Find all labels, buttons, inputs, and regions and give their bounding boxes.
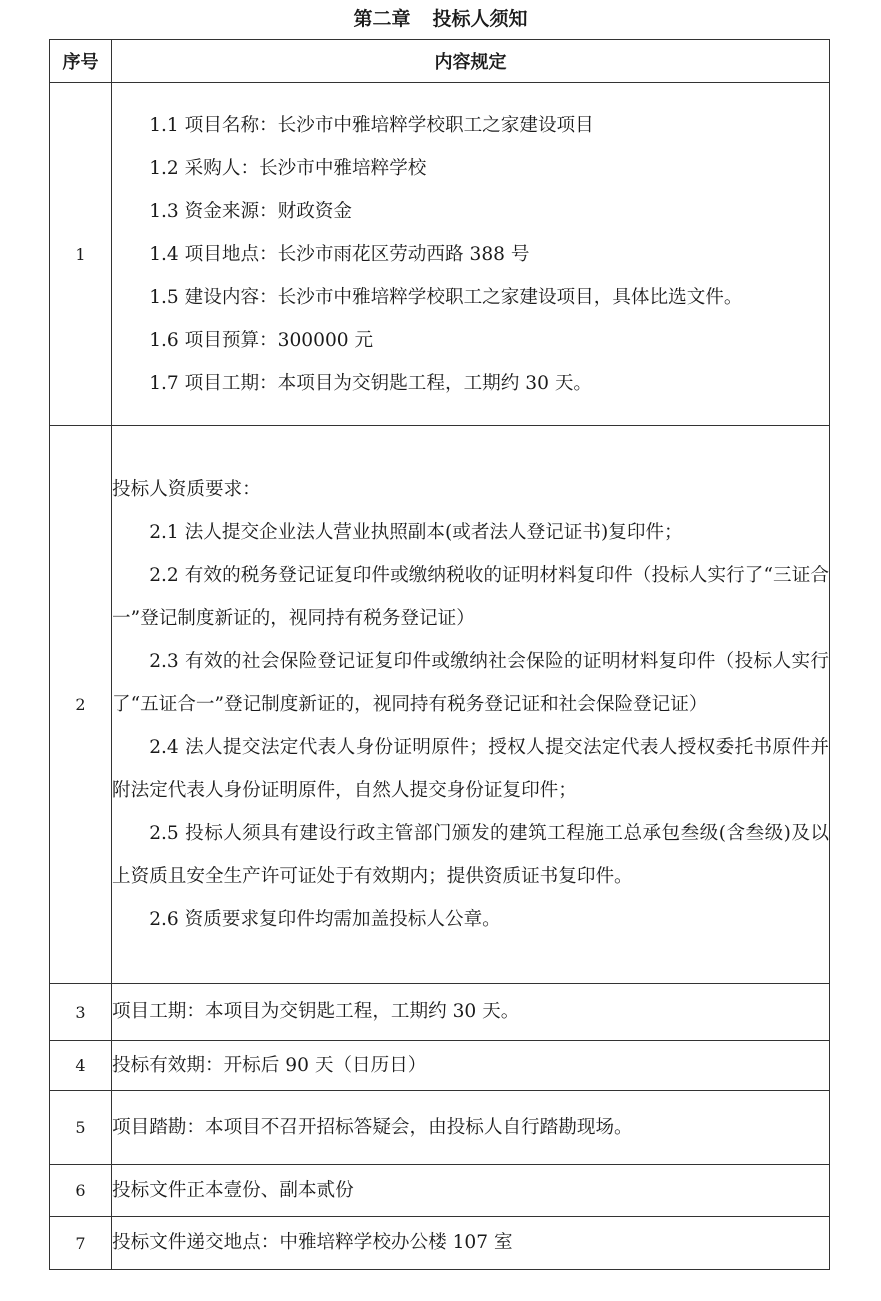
row-index: 3	[50, 984, 112, 1041]
row-index: 2	[50, 426, 112, 984]
table-row	[50, 1041, 830, 1091]
content-line: 1.5 建设内容：长沙市中雅培粹学校职工之家建设项目，具体比选文件。	[149, 286, 743, 308]
content-line: 2.3 有效的社会保险登记证复印件或缴纳社会保险的证明材料复印件（投标人实行了“五证合一”登记制度新证的，视同持有税务登记证和社会保险登记证）	[112, 651, 829, 715]
header-content: 内容规定	[112, 40, 830, 83]
content-line: 1.1 项目名称：长沙市中雅培粹学校职工之家建设项目	[149, 114, 594, 136]
row-index: 6	[50, 1165, 112, 1217]
table-row	[50, 426, 830, 984]
table-row	[50, 83, 830, 426]
row-content: 项目踏勘：本项目不召开招标答疑会，由投标人自行踏勘现场。	[112, 1091, 830, 1165]
content-line: 1.6 项目预算：300000 元	[149, 329, 374, 351]
header-index: 序号	[50, 40, 112, 83]
table-header-row	[50, 40, 830, 83]
row-content: 投标文件递交地点：中雅培粹学校办公楼 107 室	[112, 1217, 830, 1270]
row-content	[112, 83, 830, 426]
row-index: 7	[50, 1217, 112, 1270]
row-content: 投标有效期：开标后 90 天（日历日）	[112, 1041, 830, 1091]
bidder-instructions-table	[49, 39, 830, 1270]
table-row	[50, 1217, 830, 1270]
content-line: 投标人资质要求：	[112, 479, 261, 500]
content-line: 1.7 项目工期：本项目为交钥匙工程，工期约 30 天。	[149, 372, 593, 394]
table-row	[50, 1091, 830, 1165]
row-content: 投标文件正本壹份、副本贰份	[112, 1165, 830, 1217]
table-row	[50, 1165, 830, 1217]
content-line: 2.2 有效的税务登记证复印件或缴纳税收的证明材料复印件（投标人实行了“三证合一”登记制度新证的，视同持有税务登记证）	[112, 565, 829, 629]
content-line: 2.4 法人提交法定代表人身份证明原件；授权人提交法定代表人授权委托书原件并附法定代表人身份证明原件，自然人提交身份证复印件；	[112, 737, 829, 801]
table-row	[50, 984, 830, 1041]
content-line: 2.5 投标人须具有建设行政主管部门颁发的建筑工程施工总承包叁级(含叁级)及以上资质且安全生产许可证处于有效期内；提供资质证书复印件。	[112, 823, 829, 887]
content-line: 1.2 采购人：长沙市中雅培粹学校	[149, 157, 427, 179]
row-content	[112, 426, 830, 984]
row-index: 4	[50, 1041, 112, 1091]
content-line: 2.6 资质要求复印件均需加盖投标人公章。	[149, 909, 501, 930]
chapter-title	[0, 4, 881, 34]
content-line: 2.1 法人提交企业法人营业执照副本(或者法人登记证书)复印件；	[149, 522, 683, 543]
chapter-heading: 投标人须知	[432, 8, 528, 30]
content-line: 1.3 资金来源：财政资金	[149, 200, 353, 222]
row-content: 项目工期：本项目为交钥匙工程，工期约 30 天。	[112, 984, 830, 1041]
row-index: 1	[50, 83, 112, 426]
row-index: 5	[50, 1091, 112, 1165]
content-line: 1.4 项目地点：长沙市雨花区劳动西路 388 号	[149, 243, 530, 265]
chapter-number: 第二章	[353, 8, 411, 30]
